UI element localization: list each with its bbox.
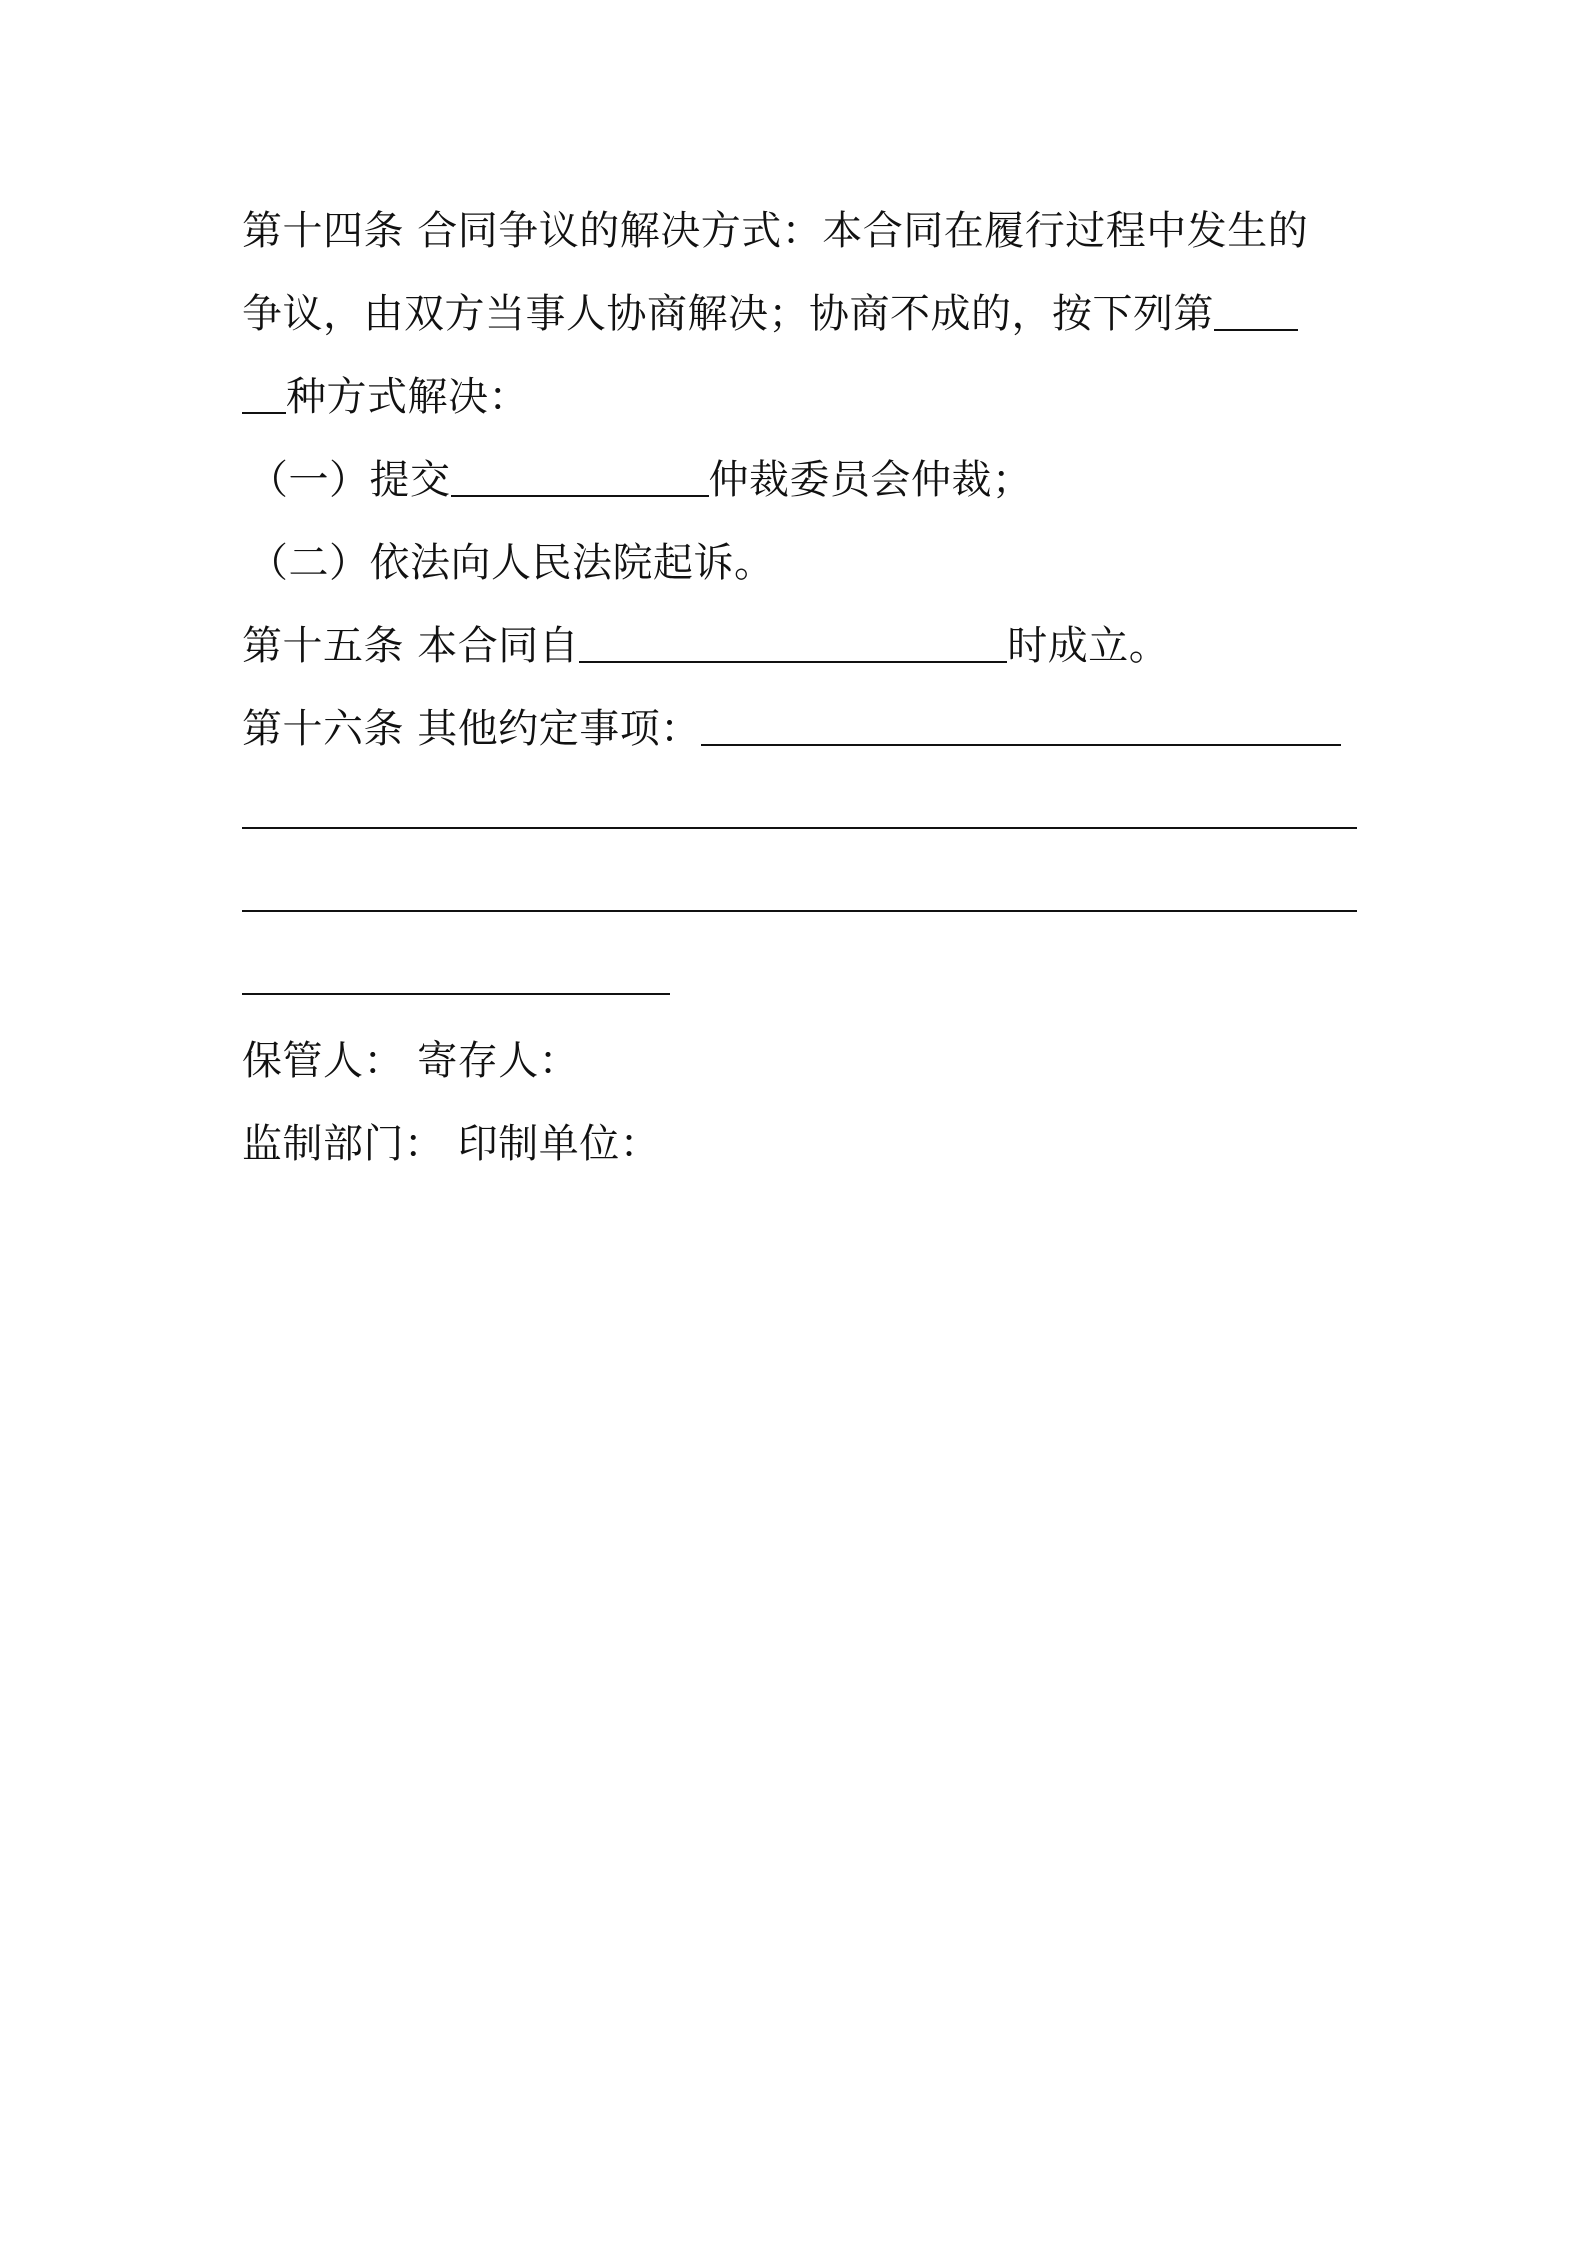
arbitration-committee-blank[interactable] [451,493,709,497]
clause-14-line-1 [242,190,1357,273]
clause-14-text-3: 种方式解决： [286,374,529,420]
depositor-label: 寄存人： [417,1038,580,1084]
dispute-method-blank[interactable] [1214,327,1298,331]
clause-15-prefix: 第十五条 本合同自 [242,623,580,669]
other-terms-blank-4[interactable] [242,991,670,995]
clause-14-option-2 [242,522,1357,605]
signature-line-1 [242,1020,1357,1103]
option-1-prefix: （一）提交 [248,457,451,503]
clause-15 [242,605,1357,688]
other-terms-blank-3[interactable] [242,908,1357,912]
clause-14-text-2: 争议，由双方当事人协商解决；协商不成的，按下列第 [242,291,1214,337]
custodian-label: 保管人： [242,1038,404,1084]
signature-line-2 [242,1103,1357,1186]
option-2-text: （二）依法向人民法院起诉。 [248,540,775,586]
dispute-method-blank-cont[interactable] [242,410,286,414]
effective-date-blank[interactable] [579,659,1007,663]
clause-14-line-2 [242,273,1357,356]
clause-16-line-4 [242,937,1357,1020]
clause-14-option-1 [242,439,1357,522]
other-terms-blank-2[interactable] [242,825,1357,829]
clause-14-line-3 [242,356,1357,439]
clause-15-suffix: 时成立。 [1007,623,1170,669]
contract-body [242,190,1357,1186]
option-1-suffix: 仲裁委员会仲裁； [708,457,1033,503]
clause-16-line-2 [242,771,1357,854]
clause-16-line-3 [242,854,1357,937]
supervisor-label: 监制部门： [242,1121,445,1167]
printer-label: 印制单位： [457,1121,661,1167]
clause-14-text-1: 第十四条 合同争议的解决方式：本合同在履行过程中发生的 [242,208,1309,254]
clause-16-line-1 [242,688,1357,771]
other-terms-blank-1[interactable] [701,742,1341,746]
clause-16-label: 第十六条 其他约定事项： [242,706,701,752]
